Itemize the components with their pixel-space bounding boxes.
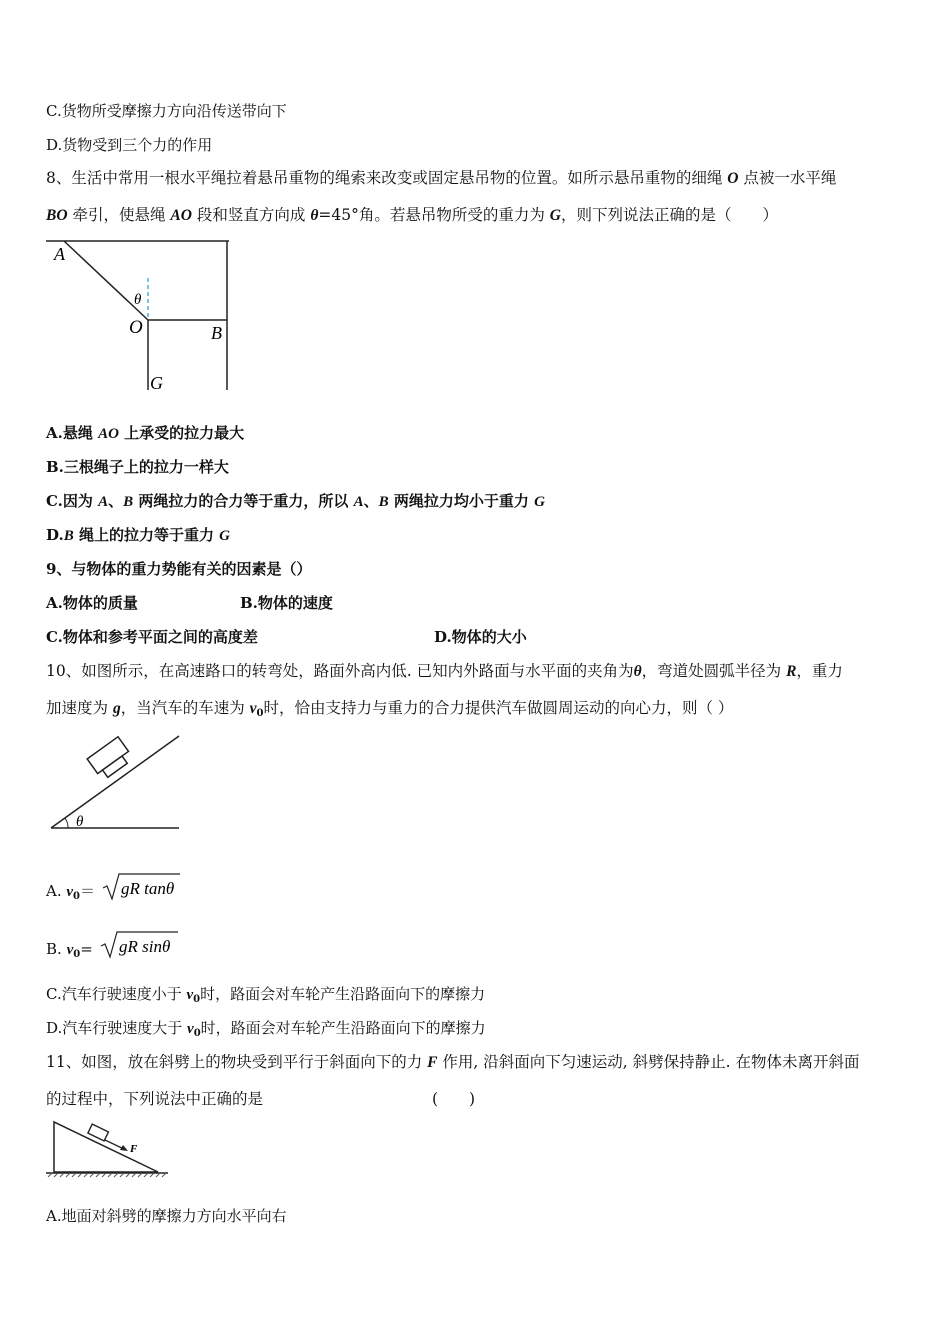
q9-option-d: D.物体的大小 [434,628,527,646]
q10-option-d: D.汽车行驶速度大于 $v_0$时，路面会对车轮产生沿路面向下的摩擦力 [46,1019,486,1039]
q8-option-a: A.悬绳 AO 上承受的拉力最大 [46,424,245,442]
q8-rope-ao [64,241,148,320]
q11-block [88,1124,109,1141]
q9-stem: 9、与物体的重力势能有关的因素是（） [46,560,312,578]
q10-figure [46,730,186,834]
q10-sqrt-sin [98,930,180,960]
q8-option-d: D.B 绳上的拉力等于重力 G [46,526,231,544]
q8-option-c: C.因为 A、B 两绳拉力的合力等于重力，所以 A、B 两绳拉力均小于重力 G [46,492,545,510]
q8-label-o: O [129,317,143,338]
q8-option-b: B.三根绳子上的拉力一样大 [46,458,229,476]
q10-sqrt-tan [100,872,182,902]
q10-option-a: A. $v_0=$ gR tanθ [46,872,182,902]
q8-figure [46,238,246,398]
q9-option-b: B.物体的速度 [240,594,333,612]
svg-text:gR tanθ: gR tanθ [120,879,175,898]
q11-label-f: F [130,1143,138,1155]
q10-option-b: B. $v_0=$ gR sinθ [46,930,180,960]
q11-stem-line2: 的过程中，下列说法中正确的是 [46,1090,264,1108]
q10-label-theta: θ [76,814,84,830]
q7-option-d: D.货物受到三个力的作用 [46,136,213,154]
q11-figure [44,1118,174,1180]
q8-label-a: A [54,244,65,264]
q8-label-g: G [150,373,163,393]
q10-option-c: C.汽车行驶速度小于 $v_0$时，路面会对车轮产生沿路面向下的摩擦力 [46,985,486,1005]
q8-label-theta: θ [134,292,142,308]
q8-stem-line2: BO 牵引，使悬绳 AO 段和竖直方向成 θ=45°角。若悬吊物所受的重力为 G，则下列说法正确的是（ ） [46,206,778,224]
q11-wedge [54,1122,158,1172]
q9-option-a: A.物体的质量 [46,594,138,612]
q10-stem-line2: 加速度为 g，当汽车的车速为 $v_0$时，恰由支持力与重力的合力提供汽车做圆周运动的向心力，则（ ） [46,699,734,719]
q11-option-a: A.地面对斜劈的摩擦力方向水平向右 [46,1207,287,1225]
q11-answer-parens: ( ) [432,1090,476,1108]
svg-text:gR sinθ: gR sinθ [118,937,170,956]
q10-stem-line1: 10、如图所示，在高速路口的转弯处，路面外高内低. 已知内外路面与水平面的夹角为θ，弯道处圆弧半径为 R，重力 [46,662,843,680]
q10-angle-arc [65,818,68,828]
q7-option-c: C.货物所受摩擦力方向沿传送带向下 [46,102,287,120]
q9-option-c: C.物体和参考平面之间的高度差 [46,628,258,646]
q8-stem-line1: 8、生活中常用一根水平绳拉着悬吊重物的绳索来改变或固定悬吊物的位置。如所示悬吊重物的细绳 O 点被一水平绳 [46,169,837,187]
q8-label-b: B [211,323,222,343]
q11-stem-line1: 11、如图，放在斜劈上的物块受到平行于斜面向下的力 F 作用, 沿斜面向下匀速运动, 斜劈保持静止. 在物体未离开斜面 [46,1053,860,1071]
